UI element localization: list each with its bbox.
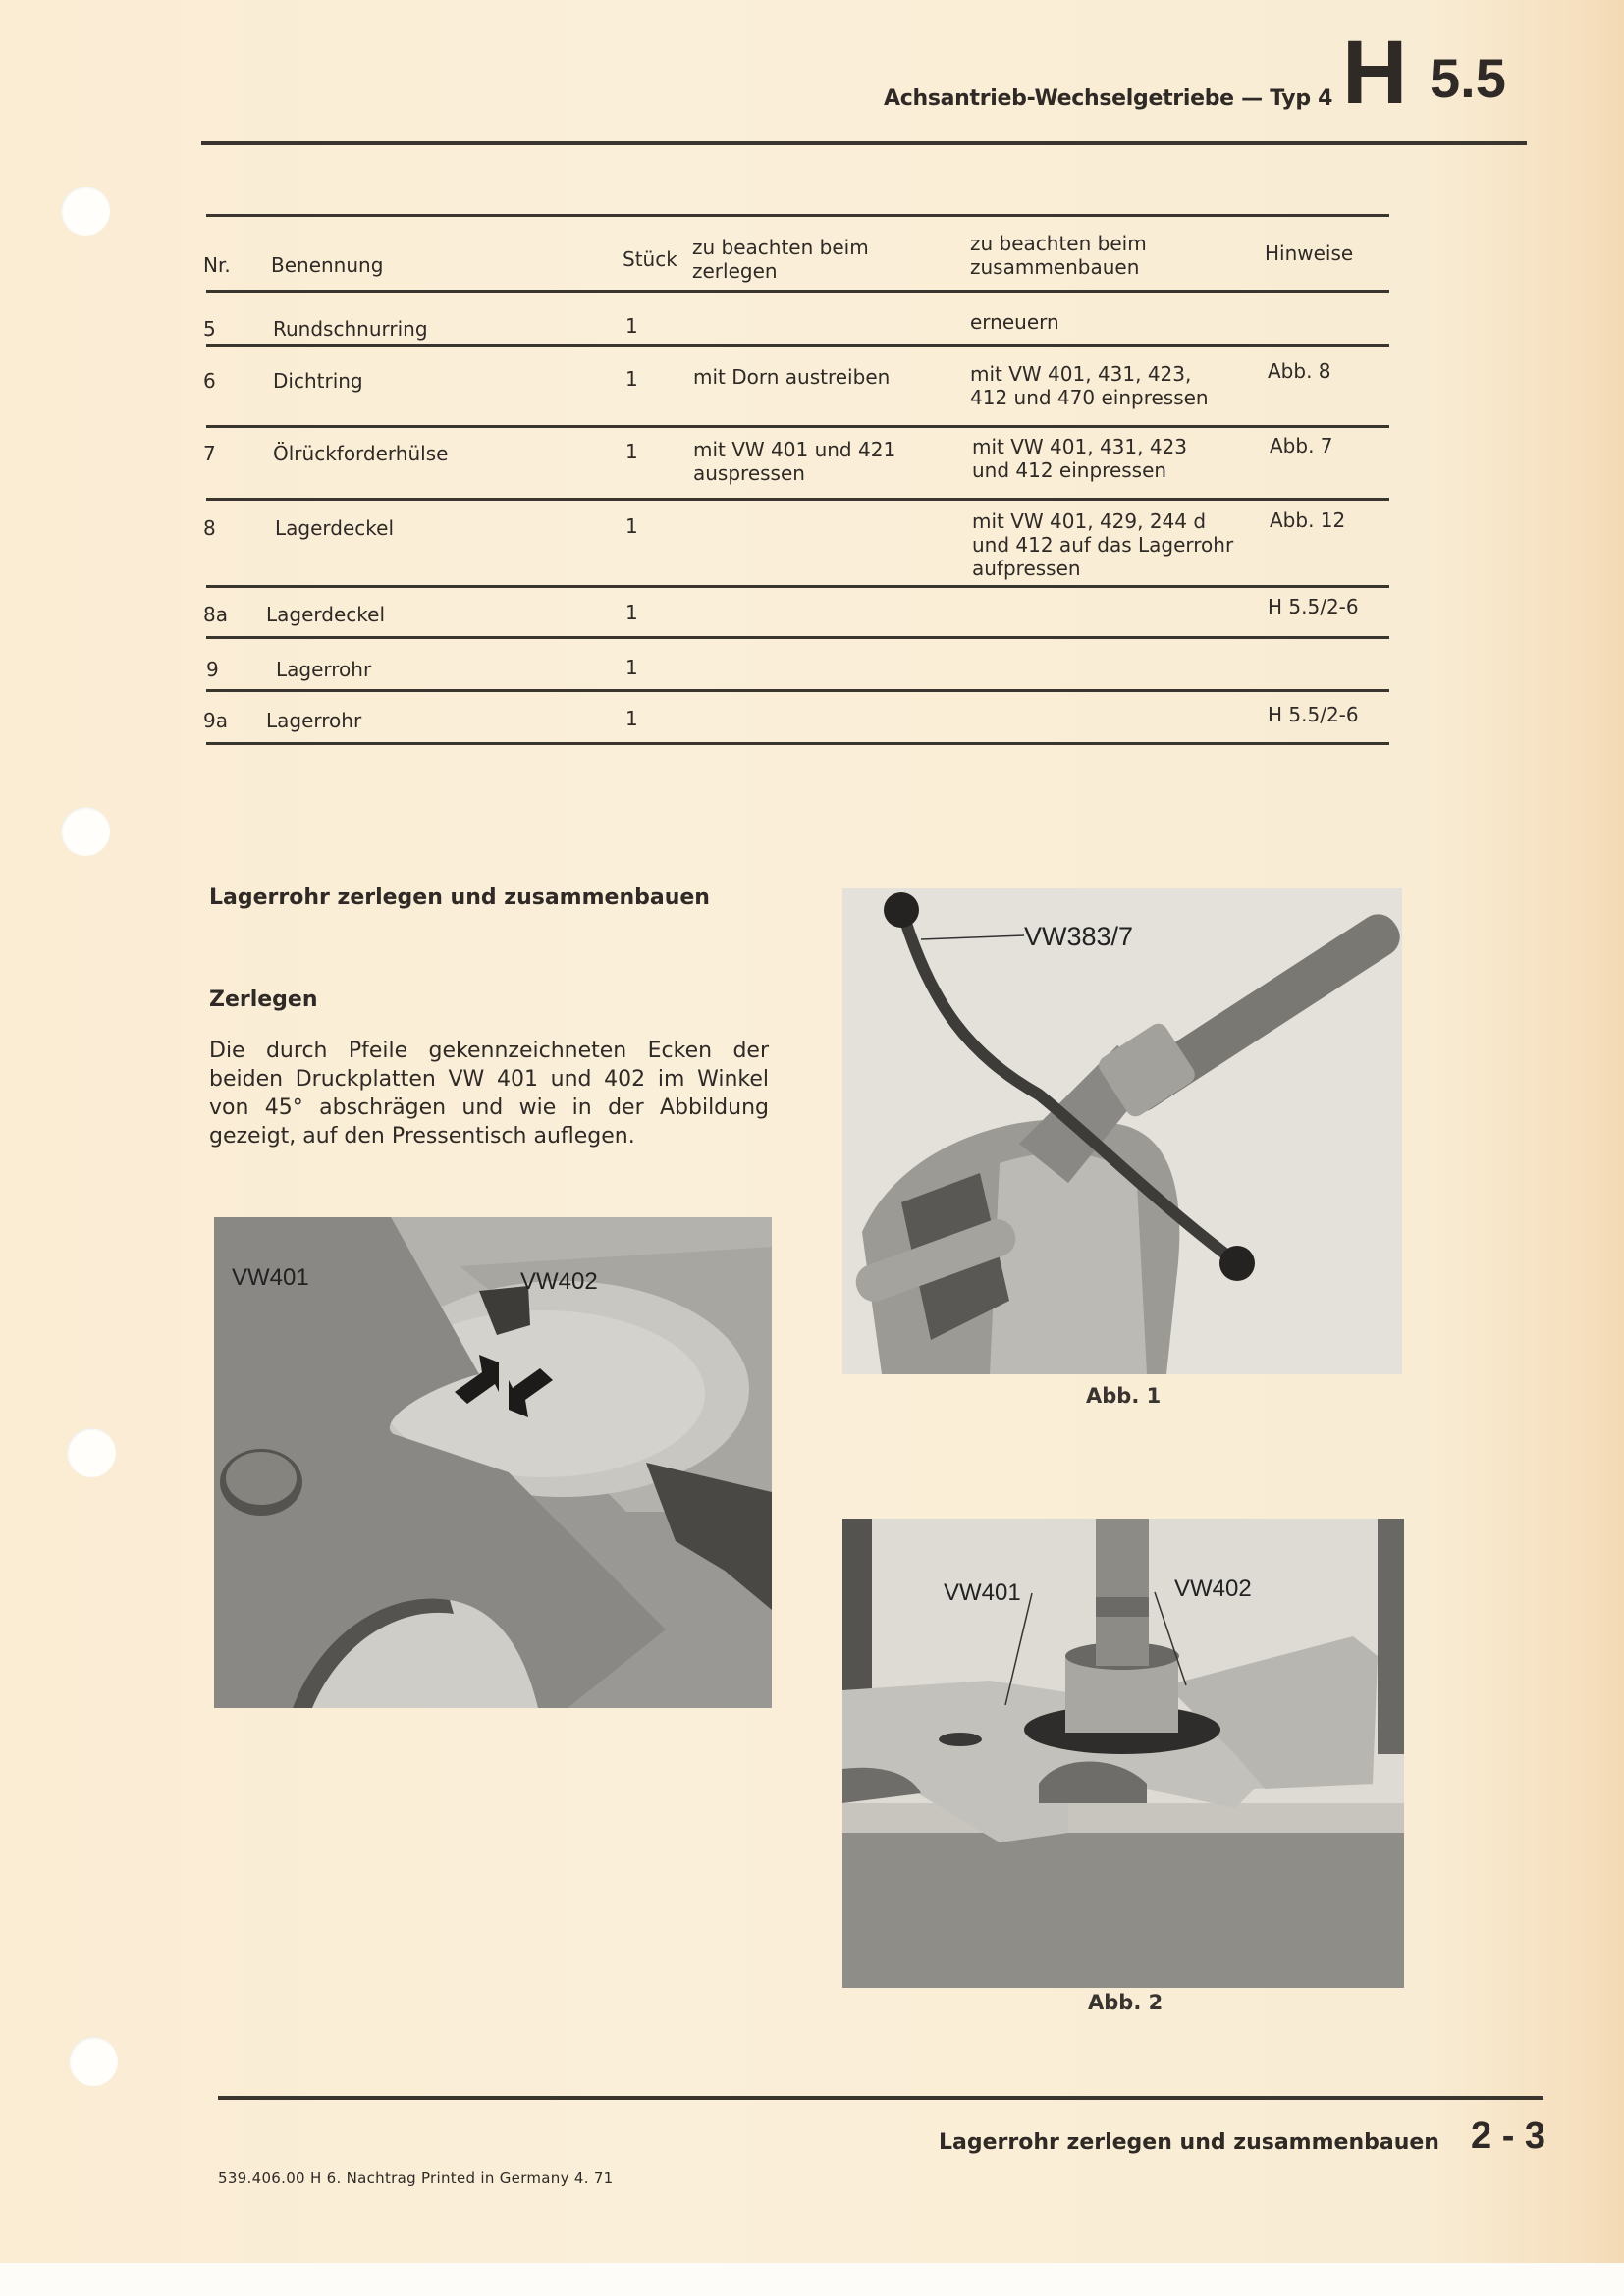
cell-nr: 8a <box>203 603 228 626</box>
punch-hole <box>61 187 110 236</box>
table-rule <box>206 636 1389 639</box>
cell-line: aufpressen <box>972 557 1081 580</box>
cell-assembly <box>970 362 1209 409</box>
cell-assembly <box>972 509 1233 580</box>
punch-hole <box>67 1428 116 1477</box>
col-header-line: zerlegen <box>692 259 778 283</box>
header-rule <box>201 141 1527 145</box>
table-rule <box>206 214 1389 217</box>
col-header-nr: Nr. <box>203 253 231 277</box>
punch-hole <box>61 807 110 856</box>
cell-name: Lagerrohr <box>276 658 372 681</box>
cell-line: mit VW 401, 429, 244 d <box>972 509 1207 533</box>
col-header-name: Benennung <box>271 253 384 277</box>
cell-nr: 8 <box>203 516 216 540</box>
cell-qty: 1 <box>625 514 638 538</box>
section-letter: H <box>1342 23 1408 123</box>
table-rule <box>206 425 1389 428</box>
cell-nr: 6 <box>203 369 216 393</box>
footer-rule <box>218 2096 1543 2100</box>
section-number: 5.5 <box>1430 47 1506 109</box>
col-header-disassembly <box>692 236 869 283</box>
subsection-title: Zerlegen <box>209 988 318 1012</box>
photo-label-vw383: VW383/7 <box>1024 922 1134 951</box>
cell-line: 412 und 470 einpressen <box>970 386 1209 409</box>
photo-label-vw401: VW401 <box>232 1264 309 1291</box>
section-title: Lagerrohr zerlegen und zusammenbauen <box>209 885 710 910</box>
figure-abb1-photo <box>842 888 1402 1374</box>
cell-qty: 1 <box>625 367 638 391</box>
cell-nr: 9a <box>203 709 228 732</box>
figure-caption-abb1: Abb. 1 <box>1086 1384 1162 1408</box>
cell-line: und 412 auf das Lagerrohr <box>972 533 1234 557</box>
cell-notes: Abb. 7 <box>1270 434 1333 457</box>
col-header-line: zusammenbauen <box>970 255 1140 279</box>
cell-nr: 5 <box>203 317 216 341</box>
cell-line: mit VW 401 und 421 <box>693 438 896 461</box>
punch-hole <box>69 2037 118 2086</box>
page-number: 2 - 3 <box>1471 2115 1546 2157</box>
header-title: Achsantrieb-Wechselgetriebe — Typ 4 <box>884 86 1333 111</box>
cell-notes: Abb. 12 <box>1270 508 1346 532</box>
figure-abb2-photo <box>842 1519 1404 1988</box>
photo-label-vw401: VW401 <box>944 1579 1021 1606</box>
cell-line: mit VW 401, 431, 423, <box>970 362 1192 386</box>
cell-nr: 7 <box>203 442 216 465</box>
pressure-plates-photo <box>214 1217 772 1708</box>
cell-line: auspressen <box>693 461 805 485</box>
table-rule <box>206 742 1389 745</box>
col-header-line: zu beachten beim <box>970 232 1147 255</box>
cell-notes: H 5.5/2-6 <box>1268 595 1359 618</box>
photo-label-vw402: VW402 <box>1174 1575 1252 1602</box>
cell-qty: 1 <box>625 656 638 679</box>
table-rule <box>206 689 1389 692</box>
photo-label-vw402: VW402 <box>520 1268 598 1295</box>
cell-disassembly: mit Dorn austreiben <box>693 365 891 389</box>
cell-qty: 1 <box>625 314 638 338</box>
cell-line: mit VW 401, 431, 423 <box>972 435 1188 458</box>
footer-title: Lagerrohr zerlegen und zusammenbauen <box>939 2130 1439 2155</box>
imprint: 539.406.00 H 6. Nachtrag Printed in Germany 4. 71 <box>218 2169 614 2187</box>
col-header-notes: Hinweise <box>1265 241 1354 265</box>
cell-name: Lagerrohr <box>266 709 362 732</box>
cell-qty: 1 <box>625 601 638 624</box>
table-rule <box>206 290 1389 293</box>
cell-assembly <box>972 435 1187 482</box>
figure-caption-abb2: Abb. 2 <box>1088 1991 1164 2014</box>
cell-name: Lagerdeckel <box>266 603 385 626</box>
col-header-assembly <box>970 232 1147 279</box>
cell-qty: 1 <box>625 440 638 463</box>
col-header-qty: Stück <box>623 247 677 271</box>
cell-name: Dichtring <box>273 369 363 393</box>
instruction-text: Die durch Pfeile gekennzeichneten Ecken der beiden Druckplatten VW 401 und 402 im Winkel von 45° abschrägen und wie in der Abbildung gezeigt, auf den Pressentisch auflegen. <box>209 1039 769 1148</box>
col-header-line: zu beachten beim <box>692 236 869 259</box>
cell-notes: H 5.5/2-6 <box>1268 703 1359 726</box>
table-rule <box>206 585 1389 588</box>
cell-name: Rundschnurring <box>273 317 428 341</box>
cell-disassembly <box>693 438 895 485</box>
cell-nr: 9 <box>206 658 219 681</box>
table-rule <box>206 498 1389 501</box>
cell-notes: Abb. 8 <box>1268 359 1331 383</box>
table-rule <box>206 344 1389 347</box>
cell-line: und 412 einpressen <box>972 458 1167 482</box>
cell-assembly: erneuern <box>970 310 1059 334</box>
cell-qty: 1 <box>625 707 638 730</box>
cell-name: Lagerdeckel <box>275 516 394 540</box>
cell-name: Ölrückforderhülse <box>273 442 449 465</box>
